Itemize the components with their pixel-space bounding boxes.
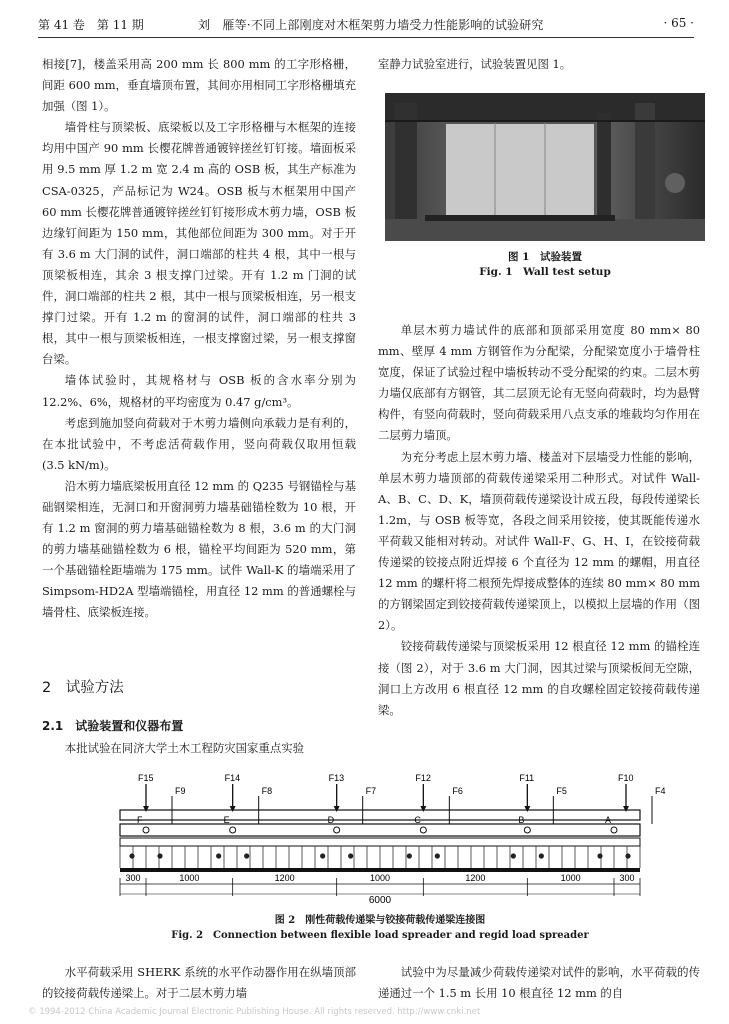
paragraph: 为充分考虑上层木剪力墙、楼盖对下层墙受力性能的影响，单层木剪力墙顶部的荷载传递梁采用二种形式。对试件 Wall-A、B、C、D、K，墙顶荷载传递梁设计成五段，每段传递梁长 1.2m，与 OSB 板等宽，各段之间采用铰接，使其既能传递水平荷载又能相对转动。对试件 Wall-F、G、H、I，在铰接荷载传递梁的铰接点附近焊接 6 个直径为 12 mm 的螺帽，用直径 12 mm 的螺杆将二根预先焊接成整体的连续 80 mm× 80 mm 的方钢梁固定到铰接荷载传递梁顶上，以模拟上层墙的作用（图 2）。	[378, 449, 700, 633]
header-rule	[38, 37, 694, 38]
dimension-label: 1200	[465, 873, 486, 883]
node-label: C	[414, 815, 421, 825]
paragraph: 相接[7]，楼盖采用高 200 mm 长 800 mm 的工字形格栅，间距 600 mm，垂直墙顶布置，其间亦用相同工字形格栅填充加强（图 1）。	[42, 57, 356, 114]
caption-en: Fig. 1 Wall test setup	[479, 266, 611, 278]
hinge-node	[524, 827, 530, 833]
force-label: F9	[175, 786, 186, 796]
force-label: F11	[519, 773, 535, 783]
node-label: B	[518, 815, 525, 825]
section-heading: 2 试验方法	[42, 680, 124, 696]
force-label: F12	[415, 773, 431, 783]
bolt	[244, 853, 249, 858]
right-column	[378, 54, 700, 75]
top-plate	[120, 838, 640, 846]
dimension-label: 300	[619, 873, 635, 883]
dimension-label: 1000	[179, 873, 200, 883]
bottom-right-text	[378, 962, 700, 1004]
dimension-label: 1000	[369, 873, 391, 883]
node-label: D	[327, 815, 335, 825]
page-number: · 65 ·	[663, 16, 694, 30]
bolt	[625, 853, 630, 858]
volume-issue: 第 41 卷 第 11 期	[38, 18, 144, 32]
test-setup-photo	[385, 93, 705, 241]
force-label: F14	[224, 773, 241, 783]
paragraph: 沿木剪力墙底梁板用直径 12 mm 的 Q235 号钢锚栓与基础钢梁相连，无洞口和开窗洞剪力墙基础锚栓数为 10 根，开有 1.2 m 窗洞的剪力墙基础锚栓数为 8 根，3.6 m 的大门洞的剪力墙基础锚栓数为 6 根，锚栓平均间距为 520 mm，第一个基础锚栓距墙端为 175 mm。试件 Wall-K 的墙端采用了 Simpsom-HD2A 型墙端锚栓，用直径 12 mm 的普通螺栓与墙骨柱、底梁板连接。	[42, 478, 356, 620]
subsection-heading: 2.1 试验装置和仪器布置	[42, 719, 184, 733]
paragraph: 试验中为尽量减少荷载传递梁对试件的影响，水平荷载的传递通过一个 1.5 m 长用 10 根直径 12 mm 的自	[378, 965, 700, 1000]
hinge-node	[334, 827, 340, 833]
force-label: F6	[452, 786, 463, 796]
bolt	[597, 853, 602, 858]
bolt	[129, 853, 134, 858]
watermark: © 1994-2012 China Academic Journal Electronic Publishing House. All rights reserved. http://www.cnki.net	[28, 1007, 481, 1017]
base-beam	[120, 868, 640, 872]
bolt	[348, 853, 353, 858]
dimension-label: 300	[125, 873, 141, 883]
bottom-left-text	[42, 962, 356, 1004]
bolt	[157, 853, 162, 858]
paragraph: 墙体试验时，其规格材与 OSB 板的含水率分别为 12.2%、6%，规格材的平均密度为 0.47 g/cm³。	[42, 373, 356, 409]
bolt	[511, 853, 516, 858]
hinge-node	[230, 827, 236, 833]
force-label: F4	[655, 786, 666, 796]
paragraph: 墙骨柱与顶梁板、底梁板以及工字形格栅与木框架的连接均用中国产 90 mm 长樱花牌普通镀锌搓丝钉钉接。墙面板采用 9.5 mm 厚 1.2 m 宽 2.4 m 高的 OSB 板，其生产标准为 CSA-0325，产品标记为 W24。OSB 板与木框架用中国产 60 mm 长樱花牌普通镀锌搓丝钉钉接形成木剪力墙，OSB 板边缘钉间距为 150 mm，其他部位间距为 300 mm。对于开有 3.6 m 大门洞的试件，洞口端部的柱共 4 根，其中一根与顶梁板相连，其余 3 根支撑门过梁。开有 1.2 m 门洞的试件，洞口端部的柱共 2 根，其中一根与顶梁板相连，另一根支撑门过梁。开有 1.2 m 的窗洞的试件，洞口端部的柱共 3 根，其中一根与顶梁板相连，一根支撑窗过梁，另一根支撑窗台梁。	[42, 120, 356, 367]
rigid-beam	[120, 810, 640, 820]
paragraph: 考虑到施加竖向荷载对于木剪力墙侧向承载力是有利的，在本批试验中，不考虑活荷载作用，竖向荷载仅取用恒载 (3.5 kN/m)。	[42, 415, 368, 472]
bolt	[216, 853, 221, 858]
caption-en: Fig. 2 Connection between flexible load spreader and regid load spreader	[171, 930, 589, 941]
figure-1-caption	[385, 250, 705, 280]
force-label: F10	[618, 773, 634, 783]
right-column-continued	[378, 320, 700, 721]
force-label: F5	[556, 786, 567, 796]
running-title: 刘 雁等·不同上部刚度对木框架剪力墙受力性能影响的试验研究	[198, 18, 544, 32]
total-dimension: 6000	[368, 895, 392, 906]
left-column	[42, 54, 368, 624]
figure-2-caption	[100, 913, 660, 943]
force-label: F15	[138, 773, 154, 783]
paragraph: 本批试验在同济大学土木工程防灾国家重点实验	[64, 741, 305, 755]
hinge-node	[143, 827, 149, 833]
node-label: A	[605, 815, 612, 825]
force-label: F7	[365, 786, 377, 796]
figure-2-diagram	[110, 772, 666, 906]
hinge-node	[420, 827, 426, 833]
caption-cn: 图 2 刚性荷载传递梁与铰接荷载传递梁连接图	[274, 915, 486, 926]
force-label: F13	[328, 773, 345, 783]
hinge-node	[611, 827, 617, 833]
paragraph: 铰接荷载传递梁与顶梁板采用 12 根直径 12 mm 的锚栓连接（图 2），对于 3.6 m 大门洞，因其过梁与顶梁板间无空隙，洞口上方改用 6 根直径 12 mm 的自攻螺栓固定铰接荷载传递梁。	[378, 639, 700, 717]
paragraph: 水平荷载采用 SHERK 系统的水平作动器作用在纵墙顶部的铰接荷载传递梁上。对于二层木剪力墙	[42, 965, 356, 1000]
node-label: F	[137, 815, 143, 825]
bolt	[407, 853, 412, 858]
bolt	[435, 853, 440, 858]
dimension-label: 1200	[274, 873, 295, 883]
force-label: F8	[261, 786, 273, 796]
caption-cn: 图 1 试验装置	[508, 251, 582, 263]
bolt	[539, 853, 544, 858]
paragraph: 单层木剪力墙试件的底部和顶部采用宽度 80 mm× 80 mm、壁厚 4 mm 方钢管作为分配梁，分配梁宽度小于墙骨柱宽度，保证了试验过程中墙板转动不受分配梁的约束。二层木剪力墙仅底部有方钢管，其二层顶无论有无竖向荷载时，均为悬臂构件，有竖向荷载时，竖向荷载采用八点支承的堆载均匀作用在二层剪力墙顶。	[378, 323, 700, 443]
hinged-spreader	[120, 824, 640, 836]
bolt	[320, 853, 325, 858]
running-header	[38, 14, 694, 34]
node-label: E	[223, 815, 230, 825]
dimension-label: 1000	[560, 873, 581, 883]
paragraph: 室静力试验室进行，试验装置见图 1。	[378, 57, 572, 71]
